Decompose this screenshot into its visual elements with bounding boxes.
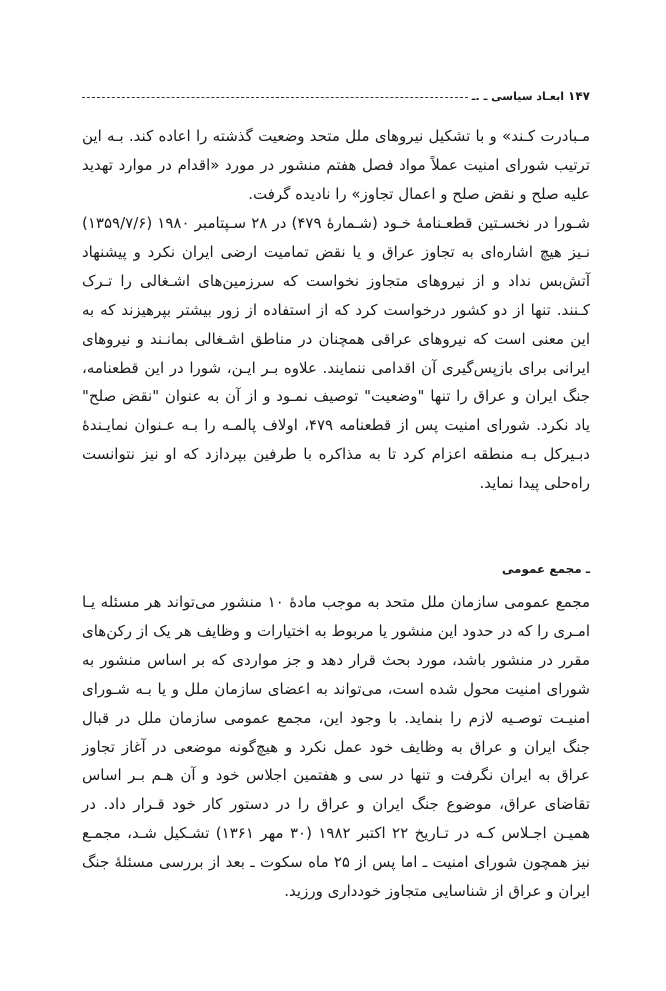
paragraph-general-assembly: مجمع عمومی سازمان ملل متحد به موجب مادهٔ ۱۰ منشور می‌تواند هر مسئله یـا امـری را که در حدود این منشور یا مربوط به اختیارات و وظایف هر یک از رکن‌های مقرر در منشور باشد، مورد بحث قرار دهد و جز مواردی که بر اساس منشور به شورای امنیت محول شده است، می‌تواند به اعضای سازمان ملل و یا بـه شـورای امنیـت توصـیه لازم را بنماید. با وجود این، مجمع عمومی سازمان ملل در قبال جنگ ایران و عراق به وظایف خود عمل نکرد و هیچ‌گونه موضعی در آغاز تجاوز عراق به ایران نگرفت و تنها در سی و هفتمین اجلاس خود و آن هـم بـر اساس تقاضای عراق، موضوع جنگ ایران و عراق را در دستور کار خود قـرار داد. در همیـن اجـلاس کـه در تـاریخ ۲۲ اکتبر ۱۹۸۲ (۳۰ مهر ۱۳۶۱) تشـکیل شـد، مجمـع نیز همچون شورای امنیت ـ اما پس از ۲۵ ماه سکوت ـ بعد از بررسی مسئلهٔ جنگ ایران و عراق از شناسایی متجاوز خودداری ورزید. [82,593,590,901]
paragraph-resolution-479: شـورا در نخسـتین قطعـنامهٔ خـود (شـمارهٔ ۴۷۹) در ۲۸ سـپتامبر ۱۹۸۰ (۱۳۵۹/۷/۶) نـیز هیچ اشاره‌ای به تجاوز عراق و یا نقض تمامیت ارضی ایران نکرد و پیشنهاد آتش‌بس نداد و از نیروهای متجاوز نخواست که سرزمین‌های اشـغالی را تـرک کـنند. تنها از دو کشور درخواست کرد که از استفاده از زور بیشتر بپرهیزند که به این معنی است که نیروهای عراقی همچنان در مناطق اشـغالی بمانـند و نیروهای ایرانی برای بازپس‌گیری آن اقدامی ننمایند. علاوه بـر ایـن، شورا در این قطعنامه، جنگ ایران و عراق را تنها "وضعیت" توصیف نمـود و از آن به عنوان "نقض صلح" یاد نکرد. شورای امنیت پس از قطعنامه ۴۷۹، اولاف پالمـه را بـه عـنوان نمایـندهٔ دبـیرکل بـه منطقه اعزام کرد تا به مذاکره با طرفین بپردازد که او نیز نتوانست راه‌حلی پیدا نماید. [82,214,590,493]
section-heading-general-assembly: ـ مجمع عمومی [501,562,590,576]
running-header [82,86,590,106]
page-number: ۱۴۷ [568,89,590,103]
running-header-title: ابعـاد سیاسی ـ .ـ [471,89,565,103]
paragraph-continuation: مـبادرت کـند» و با تشکیل نیروهای ملل متحد وضعیت گذشته را اعاده کند. بـه این ترتیب شورای امنیت عملاً مواد فصل هفتم منشور در مورد «اقدام در موارد تهدید علیه صلح و نقض صلح و اعمال تجاوز» را نادیده گرفت. [82,127,590,203]
header-dashed-rule [82,97,468,98]
